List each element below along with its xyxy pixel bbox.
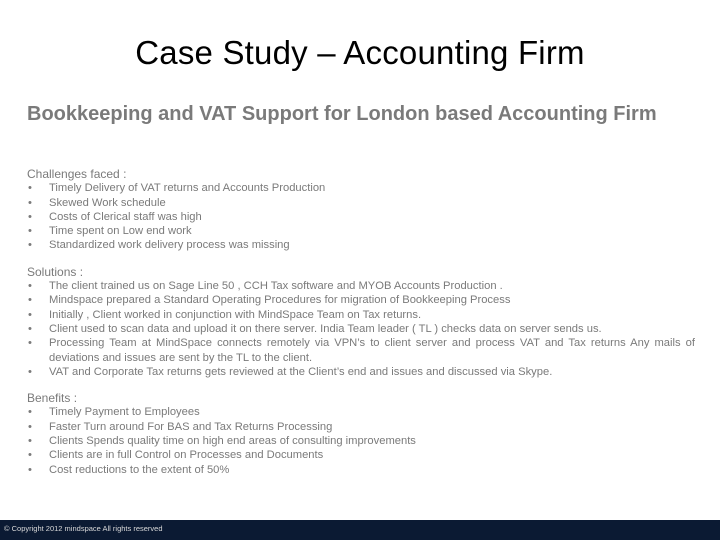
list-item [27,434,695,448]
challenges-section [27,167,695,253]
list-item-text: Initially , Client worked in conjunction with MindSpace Team on Tax returns. [49,308,422,321]
footer-bar [0,520,720,540]
bullet-icon: • [28,406,32,419]
bullet-icon: • [28,280,32,293]
bullet-icon: • [28,322,32,335]
slide-content [27,167,695,489]
list-item-text: Timely Delivery of VAT returns and Accounts Production [49,182,326,195]
bullet-icon: • [28,420,32,433]
slide-subtitle: Bookkeeping and VAT Support for London based Accounting Firm [27,103,657,125]
list-item [27,308,695,322]
list-item [27,279,695,293]
challenges-heading: Challenges faced : [27,167,127,181]
list-item-text: Clients are in full Control on Processes and Documents [49,449,324,462]
list-item [27,463,695,477]
benefits-heading: Benefits : [27,391,78,406]
challenges-list [27,181,695,252]
list-item [27,238,695,252]
list-item-text: Mindspace prepared a Standard Operating Procedures for migration of Bookkeeping Process [49,294,511,307]
list-item [27,224,695,238]
list-item [27,365,695,379]
solutions-section [27,265,695,379]
benefits-list [27,405,695,476]
solutions-heading: Solutions : [27,264,84,279]
list-item-text: Cost reductions to the extent of 50% [49,463,230,476]
bullet-icon: • [28,225,32,238]
list-item-text: Costs of Clerical staff was high [49,210,202,223]
bullet-icon: • [28,365,32,378]
bullet-icon: • [28,308,32,321]
bullet-icon: • [28,210,32,223]
list-item [27,210,695,224]
benefits-section [27,391,695,477]
list-item-text: The client trained us on Sage Line 50 , CCH Tax software and MYOB Accounts Production . [49,280,503,293]
bullet-icon: • [28,449,32,462]
list-item-text: Faster Turn around For BAS and Tax Returns Processing [49,420,333,433]
list-item [27,196,695,210]
bullet-icon: • [28,337,32,350]
bullet-icon: • [28,239,32,252]
bullet-icon: • [28,463,32,476]
list-item [27,448,695,462]
list-item-text: Clients Spends quality time on high end areas of consulting improvements [49,435,416,448]
list-item [27,420,695,434]
list-item-text: Time spent on Low end work [49,225,192,238]
list-item [27,322,695,336]
list-item-text: Skewed Work schedule [49,196,166,209]
list-item [27,405,695,419]
copyright-text: © Copyright 2012 mindspace All rights reserved [4,524,163,533]
slide-title: Case Study – Accounting Firm [135,34,585,71]
list-item [27,336,695,365]
bullet-icon: • [28,196,32,209]
list-item [27,181,695,195]
list-item-text: Timely Payment to Employees [49,406,200,419]
bullet-icon: • [28,294,32,307]
list-item-text: Processing Team at MindSpace connects remotely via VPN’s to client server and process VAT and Tax returns Any mails of deviations and issues are sent by the TL to the client. [49,337,695,364]
bullet-icon: • [28,182,32,195]
bullet-icon: • [28,435,32,448]
list-item-text: Client used to scan data and upload it on there server. India Team leader ( TL ) checks data on server sends us. [49,322,602,335]
solutions-list [27,279,695,379]
list-item [27,293,695,307]
list-item-text: VAT and Corporate Tax returns gets reviewed at the Client’s end and issues and discussed via Skype. [49,365,553,378]
list-item-text: Standardized work delivery process was missing [49,239,290,252]
